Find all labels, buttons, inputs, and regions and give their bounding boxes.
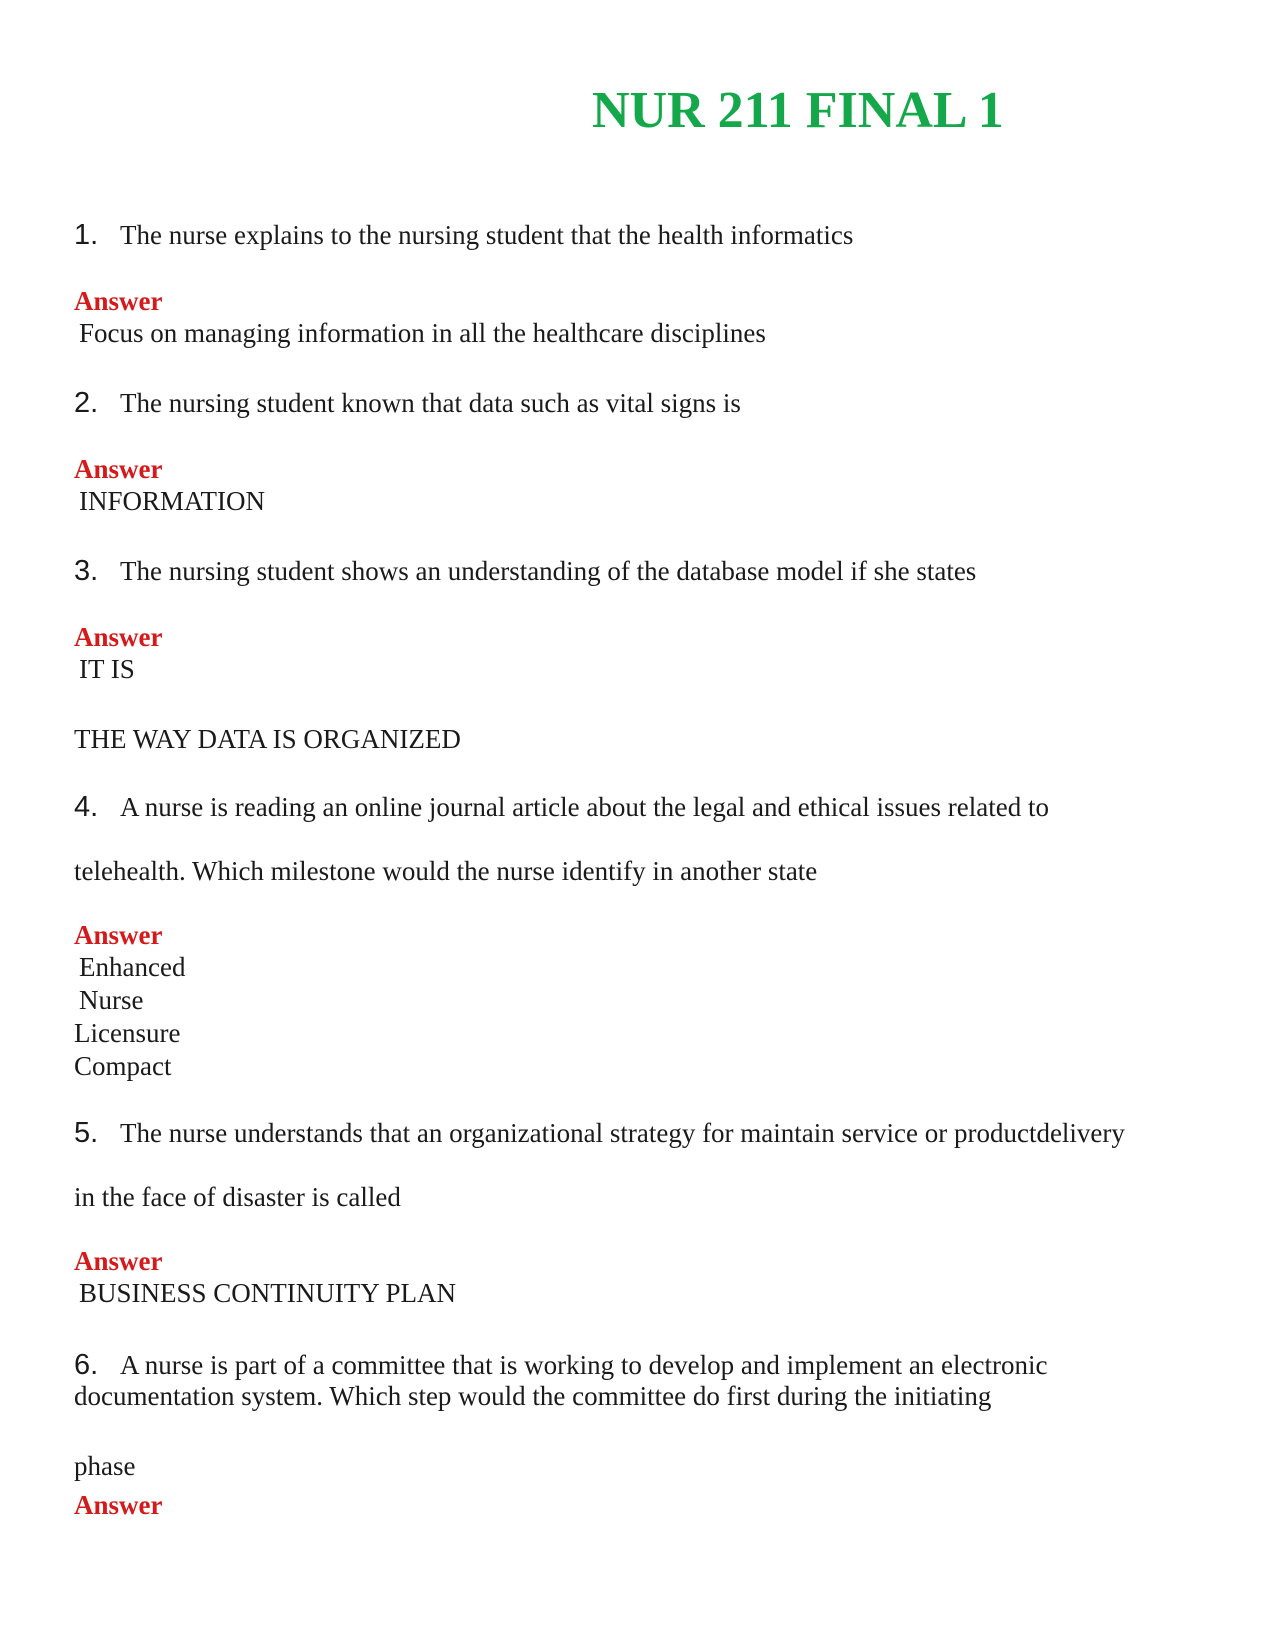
answer-text: Compact [74,1051,172,1081]
answer-label: Answer [74,1490,163,1520]
question-number: 5. [74,1117,99,1149]
answer-label: Answer [74,286,163,316]
answer-label: Answer [74,1246,163,1276]
answer-text: Focus on managing information in all the healthcare disciplines [79,318,766,348]
question-number: 3. [74,555,99,587]
answer-label: Answer [74,622,163,652]
question-text-continued: phase [74,1451,136,1481]
answer-text: Enhanced [79,952,186,982]
question-text: The nursing student known that data such as vital signs is [120,388,741,418]
question-text: The nurse explains to the nursing student that the health informatics [120,220,854,250]
answer-label: Answer [74,454,163,484]
question-5 [74,1116,1125,1150]
question-2 [74,386,741,420]
question-text-continued: telehealth. Which milestone would the nurse identify in another state [74,856,818,886]
question-4 [74,790,1049,824]
question-number: 2. [74,387,99,419]
question-text: A nurse is reading an online journal article about the legal and ethical issues related to [120,792,1049,822]
answer-label: Answer [74,920,163,950]
answer-text: THE WAY DATA IS ORGANIZED [74,724,461,754]
answer-text: Nurse [79,985,144,1015]
answer-text: INFORMATION [79,486,266,516]
question-text-continued: in the face of disaster is called [74,1182,401,1212]
answer-text: BUSINESS CONTINUITY PLAN [79,1278,457,1308]
question-6 [74,1348,1048,1382]
question-text: A nurse is part of a committee that is working to develop and implement an electronic [120,1350,1048,1380]
answer-text: Licensure [74,1018,181,1048]
question-1 [74,218,853,252]
question-number: 4. [74,791,99,823]
question-text: The nurse understands that an organizational strategy for maintain service or productdelivery [120,1118,1125,1148]
question-text-continued: documentation system. Which step would the committee do first during the initiating [74,1381,992,1411]
question-number: 1. [74,219,99,251]
question-number: 6. [74,1349,99,1381]
answer-text: IT IS [79,654,135,684]
question-3 [74,554,976,588]
question-text: The nursing student shows an understanding of the database model if she states [120,556,977,586]
page-title: NUR 211 FINAL 1 [592,82,1004,139]
